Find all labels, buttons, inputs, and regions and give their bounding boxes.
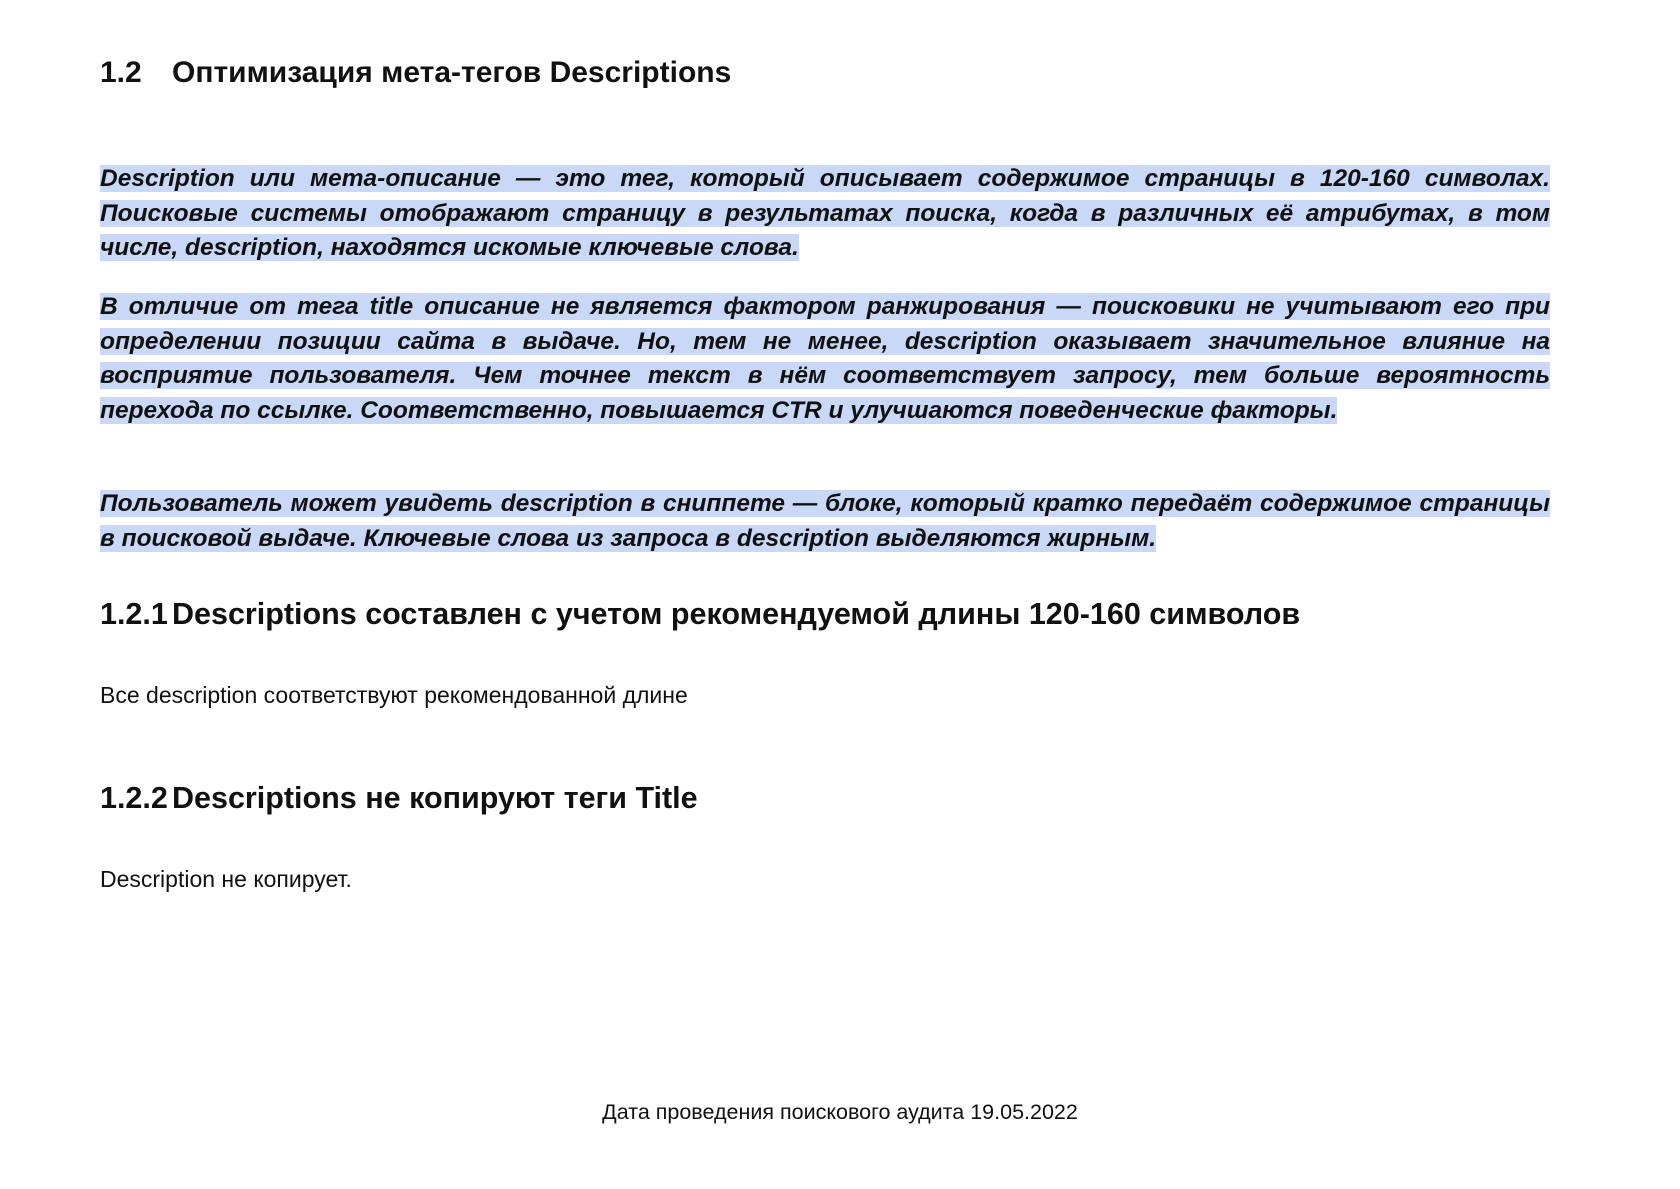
subsection-number: 1.2.1 xyxy=(100,597,168,631)
section-heading xyxy=(100,56,731,90)
paragraph-text: Description или мета-описание — это тег, который описывает содержимое страницы в 120-160 символах. Поисковые системы отображают страницу в результатах поиска, когда в различных её атрибутах, в том числе, description, находятся искомые ключевые слова. xyxy=(100,165,1550,261)
subsection-text-title-copy: Description не копирует. xyxy=(100,866,352,892)
paragraph-text: Пользователь может увидеть description в сниппете — блоке, который кратко передаёт содержимое страницы в поисковой выдаче. Ключевые слова из запроса в description выделяются жирным. xyxy=(100,490,1550,552)
page-footer: Дата проведения поискового аудита 19.05.2022 xyxy=(602,1100,1078,1124)
subsection-heading-title-copy xyxy=(100,781,698,816)
subsection-title: Descriptions не копируют теги Title xyxy=(172,781,698,815)
subsection-number: 1.2.2 xyxy=(100,781,168,815)
subsection-text-length: Все description соответствуют рекомендованной длине xyxy=(100,682,688,708)
paragraph-text: В отличие от тега title описание не является фактором ранжирования — поисковики не учитывают его при определении позиции сайта в выдаче. Но, тем не менее, description оказывает значительное влияние на восприятие пользователя. Чем точнее текст в нём соответствует запросу, тем больше вероятность перехода по ссылке. Соответственно, повышается CTR и улучшаются поведенческие факторы. xyxy=(100,293,1550,424)
section-title: Оптимизация мета-тегов Descriptions xyxy=(172,56,732,89)
paragraph-ranking-factor xyxy=(100,290,1550,428)
paragraph-snippet xyxy=(100,487,1550,556)
subsection-heading-length xyxy=(100,597,1300,632)
subsection-title: Descriptions составлен с учетом рекомендуемой длины 120-160 символов xyxy=(172,597,1301,631)
section-number: 1.2 xyxy=(100,56,142,89)
paragraph-description-definition xyxy=(100,162,1550,266)
